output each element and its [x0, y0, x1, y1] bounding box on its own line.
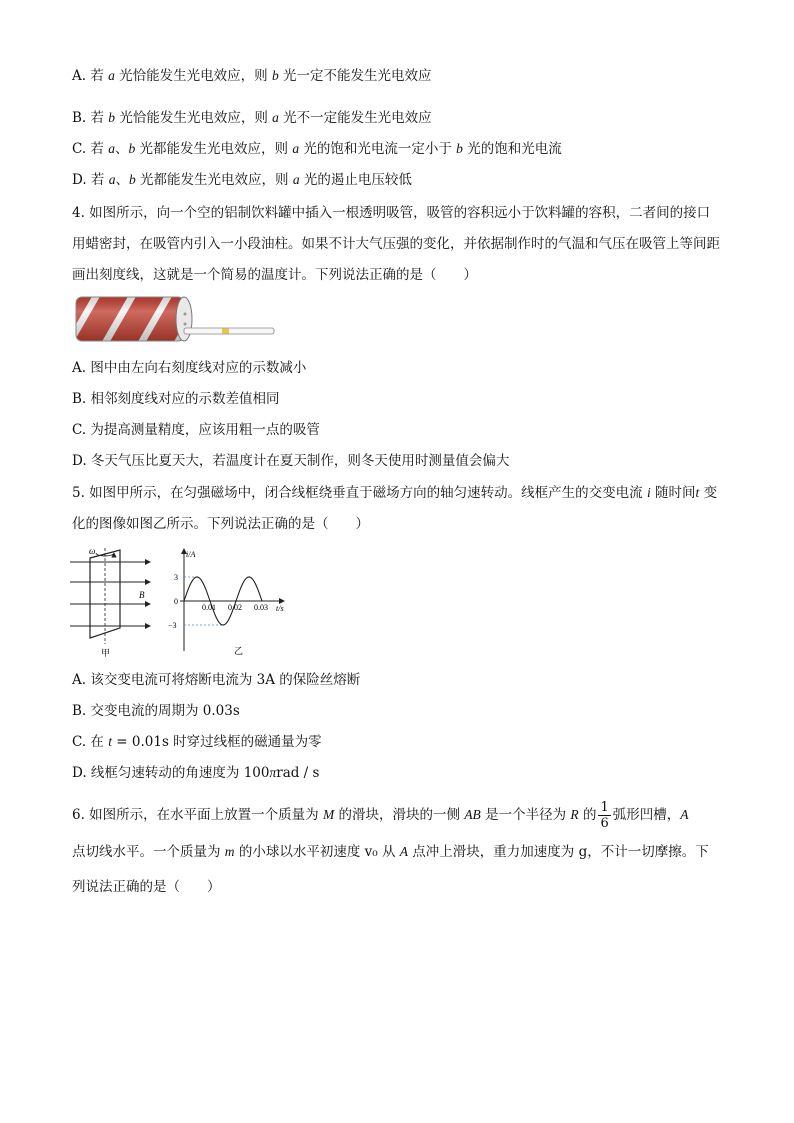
omega-label: ω: [89, 546, 96, 556]
q4-option-a: A. 图中由左向右刻度线对应的示数减小: [72, 360, 307, 376]
q5-option-d: D. 线框匀速转动的角速度为 100πrad / s: [72, 765, 320, 781]
data-point: [203, 583, 204, 584]
q4-option-d: D. 冬天气压比夏天大，若温度计在夏天制作，则冬天使用时测量值会偏大: [72, 453, 510, 469]
q6-line-2: 点切线水平。一个质量为 m 的小球以水平初速度 v₀ 从 A 点冲上滑块，重力加速度为 g，不计一切摩擦。下: [72, 844, 709, 860]
y-axis-label: i/A: [186, 550, 196, 559]
data-point: [248, 576, 249, 577]
data-point: [255, 583, 256, 584]
q3-option-c: C. 若 a、b 光都能发生光电效应，则 a 光的饱和光电流一定小于 b 光的饱和光电流: [72, 141, 562, 157]
q3-option-b: B. 若 b 光恰能发生光电效应，则 a 光不一定能发生光电效应: [72, 110, 432, 126]
data-point: [235, 600, 236, 601]
soda-can-thermometer-figure: [72, 293, 282, 345]
q5-option-a: A. 该交变电流可将熔断电流为 3A 的保险丝熔断: [72, 672, 361, 688]
data-point: [183, 600, 184, 601]
q5-option-b: B. 交变电流的周期为 0.03s: [72, 703, 240, 719]
y-tick-label: 0: [174, 597, 178, 606]
data-point: [222, 624, 223, 625]
current-time-chart: [166, 547, 292, 657]
x-tick-label: 0.01: [202, 603, 216, 612]
one-sixth-fraction: $\frac{1}{6}$: [600, 800, 609, 831]
oil-column: [222, 329, 229, 334]
q5-stem: 5. 如图甲所示，在匀强磁场中，闭合线框绕垂直于磁场方向的轴匀速转动。线框产生的交变电流 i 随时间t 变化的图像如图乙所示。下列说法正确的是（ ）: [72, 485, 718, 532]
data-point: [209, 600, 210, 601]
q6-line-1: 6. 如图所示，在水平面上放置一个质量为 M 的滑块，滑块的一侧 AB 是一个半径为 R 的 $\frac{1}{6}$ 弧形凹槽，A: [72, 800, 689, 831]
data-point: [229, 617, 230, 618]
data-point: [242, 583, 243, 584]
q4-stem: 4. 如图所示，向一个空的铝制饮料罐中插入一根透明吸管，吸管的容积远小于饮料罐的容积，二者间的接口用蜡密封，在吸管内引入一小段油柱。如果不计大气压强的变化，并依据制作时的气温和气压在吸管上等间距画出刻度线，这就是一个简易的温度计。下列说法正确的是（ ）: [72, 205, 720, 283]
y-tick-label: 3: [174, 573, 178, 582]
x-tick-label: 0.02: [228, 603, 242, 612]
q3-option-d: D. 若 a、b 光都能发生光电效应，则 a 光的遏止电压较低: [72, 172, 412, 188]
data-point: [190, 583, 191, 584]
x-axis-label: t/s: [276, 604, 284, 613]
q4-option-b: B. 相邻刻度线对应的示数差值相同: [72, 391, 280, 407]
q6-line-3: 列说法正确的是（ ）: [72, 879, 221, 895]
q4-option-c: C. 为提高测量精度，应该用粗一点的吸管: [72, 422, 320, 438]
data-point: [196, 576, 197, 577]
data-point: [216, 617, 217, 618]
b-field-label: B: [139, 590, 145, 600]
coil-in-field-figure: [68, 546, 160, 658]
figure-yi-label: 乙: [234, 646, 244, 656]
q3-option-a: A. 若 a 光恰能发生光电效应，则 b 光一定不能发生光电效应: [72, 68, 432, 84]
y-tick-label: −3: [168, 621, 177, 630]
x-tick-label: 0.03: [254, 603, 268, 612]
data-point: [261, 600, 262, 601]
figure-jia-label: 甲: [101, 648, 111, 658]
q5-option-c: C. 在 t = 0.01s 时穿过线框的磁通量为零: [72, 734, 322, 750]
